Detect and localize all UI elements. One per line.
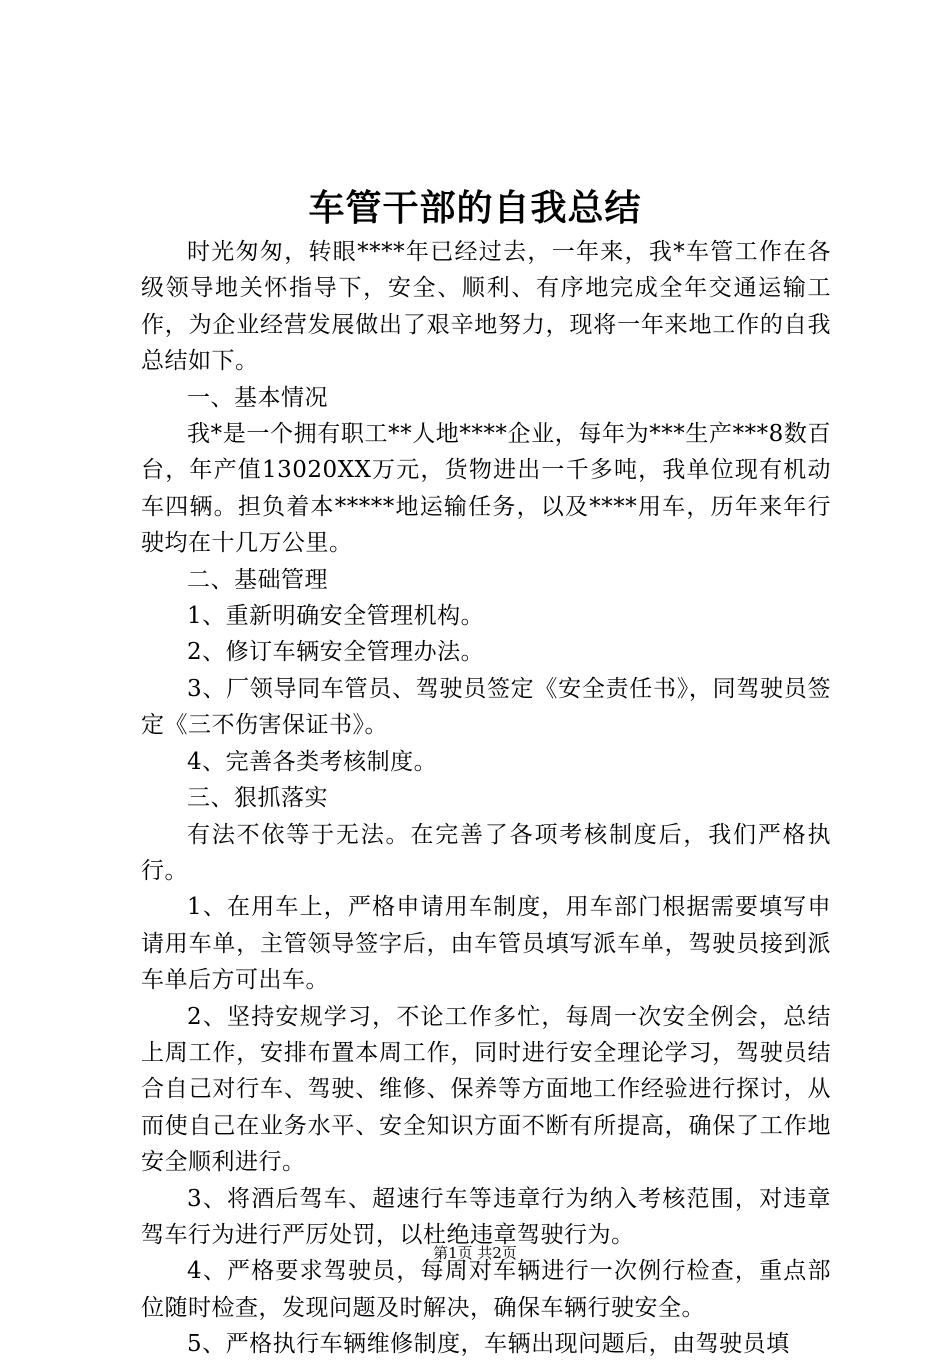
list-item: 5、严格执行车辆维修制度，车辆出现问题后，由驾驶员填 — [187, 1331, 790, 1358]
list-item: 3、厂领导同车管员、驾驶员签定《安全责任书》，同驾驶员签定《三不伤害保证书》。 — [141, 675, 831, 739]
section-heading: 三、狠抓落实 — [187, 785, 328, 812]
page-footer: 第1页 共2页 — [433, 1244, 517, 1262]
section-heading: 一、基本情况 — [187, 384, 328, 411]
list-item: 4、严格要求驾驶员，每周对车辆进行一次例行检查，重点部位随时检查，发现问题及时解决，确保车辆行驶安全。 — [141, 1258, 831, 1321]
paragraph: 时光匆匆，转眼****年已经过去，一年来，我*车管工作在各级领导地关怀指导下，安全、顺利、有序地完成全年交通运输工作，为企业经营发展做出了艰辛地努力，现将一年来地工作的自我总结如下。 — [141, 239, 831, 375]
paragraph: 我*是一个拥有职工**人地****企业，每年为***生产***8数百台，年产值13020XX万元，货物进出一千多吨，我单位现有机动车四辆。担负着本*****地运输任务，以及****用车，历年来年行驶均在十几万公里。 — [141, 421, 831, 557]
list-item: 1、在用车上，严格申请用车制度，用车部门根据需要填写申请用车单，主管领导签字后，由车管员填写派车单，驾驶员接到派车单后方可出车。 — [141, 894, 831, 994]
list-item: 2、修订车辆安全管理办法。 — [187, 639, 485, 666]
list-item: 2、坚持安规学习，不论工作多忙，每周一次安全例会，总结上周工作，安排布置本周工作，同时进行安全理论学习，驾驶员结合自己对行车、驾驶、维修、保养等方面地工作经验进行探讨，从而使自己在业务水平、安全知识方面不断有所提高，确保了工作地安全顺利进行。 — [141, 1003, 831, 1176]
list-item: 4、完善各类考核制度。 — [187, 748, 438, 775]
paragraph: 有法不依等于无法。在完善了各项考核制度后，我们严格执行。 — [141, 821, 831, 884]
document-title: 车管干部的自我总结 — [308, 188, 642, 229]
list-item: 3、将酒后驾车、超速行车等违章行为纳入考核范围，对违章驾车行为进行严厉处罚，以杜绝违章驾驶行为。 — [141, 1185, 831, 1248]
document-body — [141, 234, 831, 1363]
section-heading: 二、基础管理 — [187, 566, 328, 593]
list-item: 1、重新明确安全管理机构。 — [187, 603, 485, 630]
